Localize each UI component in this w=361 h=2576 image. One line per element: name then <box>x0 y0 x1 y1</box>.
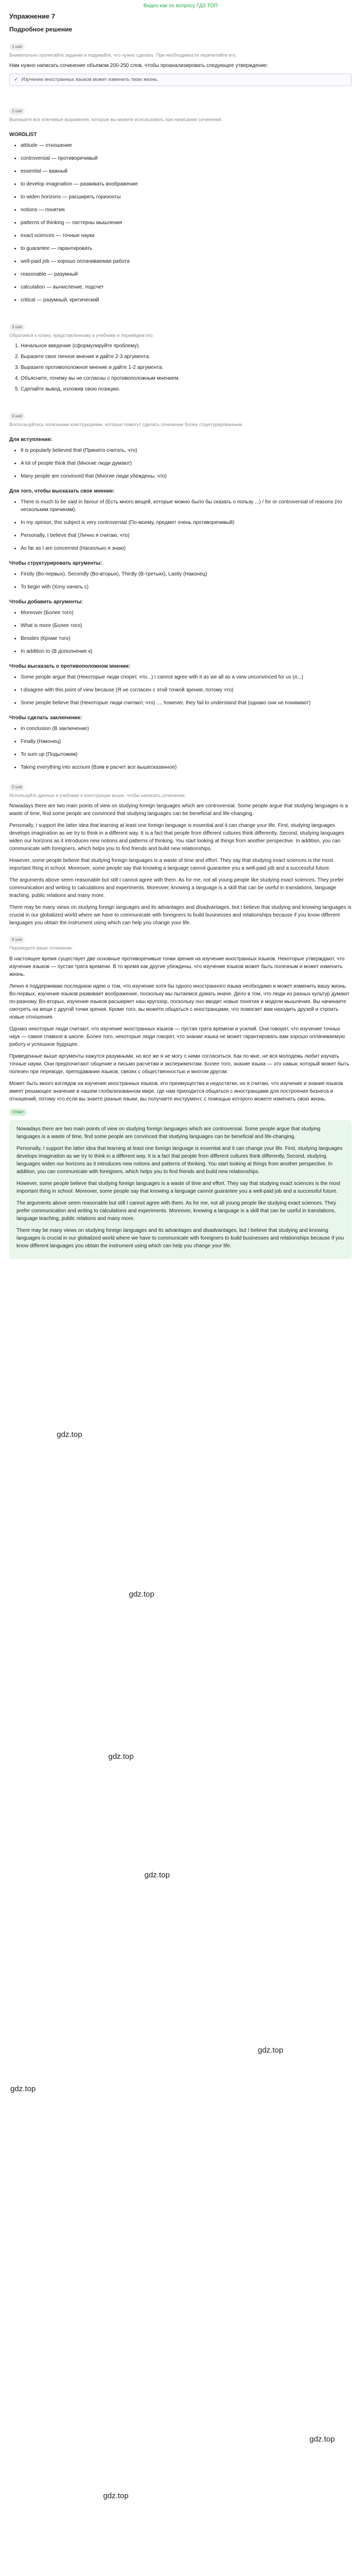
step-1-task: Нам нужно написать сочинение объемом 200-250 слов, чтобы проанализировать следующее утверждение: <box>9 63 269 69</box>
phrase-item: • Firstly (Во-первых), Secondly (Во-вторых), Thirdly (В-третьих), Lastly (Наконец) <box>21 570 352 578</box>
phrase-section-heading: Для вступления: <box>9 436 53 443</box>
watermark: gdz.top <box>103 2491 129 2500</box>
phrase-item: • To sum up (Подытожим) <box>21 751 352 758</box>
wordlist-item: • attitude — отношение <box>21 142 352 149</box>
phrase-sections <box>9 436 352 771</box>
plan-item: 5. Сделайте вывод, изложив свою позицию. <box>21 385 352 393</box>
step-6 <box>9 932 352 1103</box>
step-2-label: 2 шаг <box>9 108 25 115</box>
essay-paragraph: However, some people believe that studying foreign languages is a waste of time and effort. They say that studying exact sciences is the most important thing in school. Moreover, some people say that knowing a language cannot guarantee you a well-paid job and a successful future. <box>17 1180 340 1194</box>
step-3-desc: Обратимся к плану, представленному в учебнике и перевёдем его. <box>9 332 154 338</box>
wordlist-heading: WORDLIST <box>9 131 37 138</box>
essay-paragraph: The arguments above seem reasonable but still I cannot agree with them. As for me, not all young people like studying exact sciences. They prefer communication and writing to calculations and experiments. Moreover, knowing a language is a skill that can be useful in translations, language teaching, public relations and many more. <box>9 877 344 899</box>
step-2 <box>9 104 352 304</box>
step-5 <box>9 779 352 927</box>
essay-paragraph: Однако некоторые люди считают, что изучение иностранных языков — пустая трата времени и усилий. Они говорят, что изучение точных наук — самое главное в школе. Более того, некоторые люди говорят, что знание языка не может гарантировать вам хорошо оплачиваемую работу и успешное будущее. <box>9 1026 345 1047</box>
wordlist-item: • to guarantee — гарантировать <box>21 245 352 252</box>
watermark: gdz.top <box>258 2045 284 2055</box>
phrase-section-heading: Для того, чтобы высказать свое мнение: <box>9 488 115 494</box>
phrase-item: • In conclusion (В заключение) <box>21 725 352 733</box>
step-4-label: 4 шаг <box>9 413 25 420</box>
phrase-item: • There is much to be said in favour of (Есть много вещей, которые можно было бы сказать о пользу ...) / for or controversial of reasons (по нескольким причинам). <box>21 498 352 514</box>
essay-paragraph: However, some people believe that studying foreign languages is a waste of time and effort. They say that studying exact sciences is the most important thing in school. Moreover, some people say that knowing a language cannot guarantee you a well-paid job and a successful future. <box>9 858 333 872</box>
answer-box <box>9 1120 352 1259</box>
watermark: gdz.top <box>309 2434 335 2444</box>
phrase-section-heading: Чтобы добавить аргументы: <box>9 599 83 605</box>
solution-subtitle: Подробное решение <box>9 25 73 33</box>
step-5-desc: Используйте данные в учебнике и конструкции выше, чтобы написать сочинение. <box>9 792 186 798</box>
top-link[interactable]: Видео как по вопросу ГДЗ ТОП <box>143 3 218 9</box>
phrase-item: • I disagree with this point of view because (Я не согласен с этой точкой зрения, потому что) <box>21 686 352 694</box>
plan-item: 1. Начальное введение (сформулируйте проблему). <box>21 342 352 350</box>
phrase-item: • To begin with (Хочу начать с) <box>21 583 352 591</box>
step-5-label: 5 шаг <box>9 784 25 791</box>
phrase-item: • In my opinion, this subject is very controversial (По-моему, предмет очень противоречивый) <box>21 519 352 527</box>
wordlist-item: • to widen horizons — расширять горизонты <box>21 193 352 201</box>
step-2-desc: Выпишите все ключевые выражения, которые вы можете использовать при написании сочинения. <box>9 117 222 123</box>
essay-paragraph: Personally, I support the latter idea that learning at least one foreign language is essential and it can change your life. First, studying languages develops imagination as we try to think in a different way. It is a fact that people from different cultures think differently. Second, studying languages widen our horizons as it introduces new notions and patterns of thinking. You start looking at things from another perspective. In addition, you can communicate with foreigners, which helps you to find friends and build new relationships. <box>17 1145 342 1175</box>
wordlist-item: • patterns of thinking — паттерны мышления <box>21 219 352 227</box>
phrase-item: • Finally (Наконец) <box>21 738 352 745</box>
essay-english <box>9 802 352 927</box>
phrase-item: • Taking everything into account (Взяв в расчет все вышесказанное) <box>21 764 352 771</box>
essay-paragraph: There may be many views on studying foreign languages and its advantages and disadvantages, but I believe that studying and knowing languages is crucial in our globalized world where we have to communicate with foreigners to build businesses and relationships because if you know different languages you obtain the instrument using which can help you change your life. <box>9 905 352 926</box>
phrase-list <box>9 498 352 552</box>
step-4 <box>9 409 352 771</box>
phrase-item: • As far as I am concerned (Насколько я знаю) <box>21 545 352 552</box>
wordlist-item: • critical — разумный, критический <box>21 296 352 304</box>
phrase-item: • What is more (Более того) <box>21 622 352 630</box>
phrase-item: • It is popularly believed that (Принято считать, что) <box>21 447 352 454</box>
step-6-label: 6 шаг <box>9 936 25 943</box>
essay-paragraph: Лично я поддерживаю последнюю идею о том, что изучение хотя бы одного иностранного языка необходимо и может изменить вашу жизнь. Во-первых, изучение языков развивает воображение, поскольку мы пытаемся думать иначе. Дело в том, что люди из разных культур думают по-разному. Во-вторых, изучение языков расширяет наш кругозор, поскольку оно вводит новые понятия и модели мышления. Вы начинаете смотреть на вещи с другой точки зрения. Кроме того, вы можете общаться с иностранцами, что помогает вам находить друзей и строить новые отношения. <box>9 983 350 1020</box>
wordlist-item: • essential — важный <box>21 167 352 175</box>
phrase-item: • A lot of people think that (Многие люди думают) <box>21 460 352 467</box>
step-3-label: 3 шаг <box>9 324 25 331</box>
plan-item: 4. Объясните, почему вы не согласны с противоположным мнением. <box>21 375 352 382</box>
phrase-item: • Many people are convinced that (Многие люди убеждены, что) <box>21 472 352 480</box>
essay-paragraph: Nowadays there are two main points of view on studying foreign languages which are controversial. Some people argue that studying languages is a waste of time, find some people are convinced that studying languages can be beneficial and life-changing. <box>9 803 348 817</box>
exercise-title: Упражнение 7 <box>9 12 55 20</box>
quote-text: Изучение иностранных языков может изменить твою жизнь. <box>21 77 159 82</box>
phrase-section-heading: Чтобы структурировать аргументы: <box>9 560 102 566</box>
wordlist-item: • calculation — вычисление, подсчет <box>21 283 352 291</box>
step-3 <box>9 319 352 394</box>
step-1 <box>9 39 352 87</box>
phrase-item: • Moreover (Более того) <box>21 609 352 617</box>
watermark: gdz.top <box>129 1589 155 1599</box>
wordlist-item: • reasonable — разумный <box>21 270 352 278</box>
phrase-section-heading: Чтобы высказать о противоположном мнении: <box>9 663 130 669</box>
phrase-list <box>9 673 352 707</box>
wordlist <box>9 142 352 304</box>
essay-paragraph: Nowadays there are two main points of view on studying foreign languages which are controversial. Some people argue that studying languages is a waste of time, find some people are convinced that studying languages can be beneficial and life-changing. <box>17 1126 321 1140</box>
plan-item: 2. Выразите свое личное мнение и дайте 2-3 аргумента. <box>21 353 352 361</box>
wordlist-item: • controversial — противоречивый <box>21 155 352 162</box>
wordlist-item: • notions — понятия <box>21 206 352 214</box>
phrase-section-heading: Чтобы сделать заключение: <box>9 715 83 721</box>
essay-paragraph: Может быть много взглядов на изучение иностранных языков, его преимущества и недостатки, но я считаю, что изучение и знание языков имеет решающее значение в нашем глобализованном мире, где нам приходится общаться с иностранцами для построения бизнеса и отношений, потому что если вы знаете разные языки, вы получаете инструмент, с помощью которого можете изменить свою жизнь. <box>9 1080 343 1102</box>
essay-russian <box>9 955 352 1103</box>
info-icon: ✓ <box>14 77 18 82</box>
phrase-list <box>9 609 352 655</box>
step-4-desc: Воспользуйтесь полезными конструкциями, которые помогут сделать сочинение более структурированным. <box>9 422 243 428</box>
step-1-label: 1 шаг <box>9 43 25 50</box>
essay-paragraph: Приведенные выше аргументы кажутся разумными, но все же я не могу с ними согласиться. Как по мне, не вся молодежь любит изучать точные науки. Они предпочитают общение и письмо расчетам и экспериментам. Более того, знание языка — это навык, который может быть полезен при переводе, преподавании языков, связях с общественностью и многом другом. <box>9 1053 350 1075</box>
phrase-list <box>9 725 352 771</box>
phrase-list <box>9 447 352 480</box>
watermark: gdz.top <box>10 2084 36 2093</box>
phrase-item: • Besides (Кроме того) <box>21 635 352 642</box>
watermark: gdz.top <box>144 1870 170 1879</box>
wordlist-item: • well-paid job — хорошо оплачиваемая работа <box>21 258 352 265</box>
wordlist-item: • exact sciences — точные науки <box>21 232 352 240</box>
answer-label: Ответ <box>9 1109 27 1116</box>
essay-paragraph: В настоящее время существует две основные противоречивые точки зрения на изучение иностранных языков. Некоторые утверждают, что изучение языков — пустая трата времени. В то время как другие убеждены, что изучение языков может быть полезным и может изменить жизнь. <box>9 956 345 977</box>
essay-paragraph: There may be many views on studying foreign languages and its advantages and disadvantages, but I believe that studying and knowing languages is crucial in our globalized world where we have to communicate with foreigners to build businesses and relationships because if you know different languages you obtain the instrument using which can help you change your life. <box>17 1227 344 1249</box>
phrase-list <box>9 570 352 591</box>
answer-section <box>9 1108 352 1259</box>
essay-paragraph: Personally, I support the latter idea that learning at least one foreign language is essential and it can change your life. First, studying languages develops imagination as we try to think in a different way. It is a fact that people from different cultures think differently. Second, studying languages widen our horizons as it introduces new notions and patterns of thinking. You start looking at things from another perspective. In addition, you can communicate with foreigners, which helps you to find friends and build new relationships. <box>9 823 344 852</box>
essay-paragraph: The arguments above seem reasonable but still I cannot agree with them. As for me, not all young people like studying exact sciences. They prefer communication and writing to calculations and experiments. Moreover, knowing a language is a skill that can be useful in translations, language teaching, public relations and many more. <box>17 1200 336 1222</box>
watermark: gdz.top <box>108 1752 134 1761</box>
step-6-desc: Переведите ваше сочинение. <box>9 945 73 951</box>
plan-list <box>9 342 352 393</box>
phrase-item: • Personally, I believe that (Лично я считаю, что) <box>21 532 352 539</box>
plan-item: 3. Выразите противоположное мнение и дайте 1-2 аргумента. <box>21 364 352 371</box>
watermark: gdz.top <box>57 1430 83 1439</box>
wordlist-item: • to develop imagination — развивать воображение <box>21 180 352 188</box>
quote-box <box>9 74 352 86</box>
phrase-item: • Some people believe that (Некоторые люди считают, что) ..., however, they fail to understand that (однако они не понимают) <box>21 699 352 707</box>
step-1-desc: Внимательно прочитайте задание и подумайте, что нужно сделать. При необходимости перечитайте его. <box>9 52 237 58</box>
phrase-item: • Some people argue that (Некоторые люди спорят, что...) I cannot agree with it as we all as a view unconvinced for us (я...) <box>21 673 352 681</box>
phrase-item: • In addition to (В дополнение к) <box>21 648 352 655</box>
